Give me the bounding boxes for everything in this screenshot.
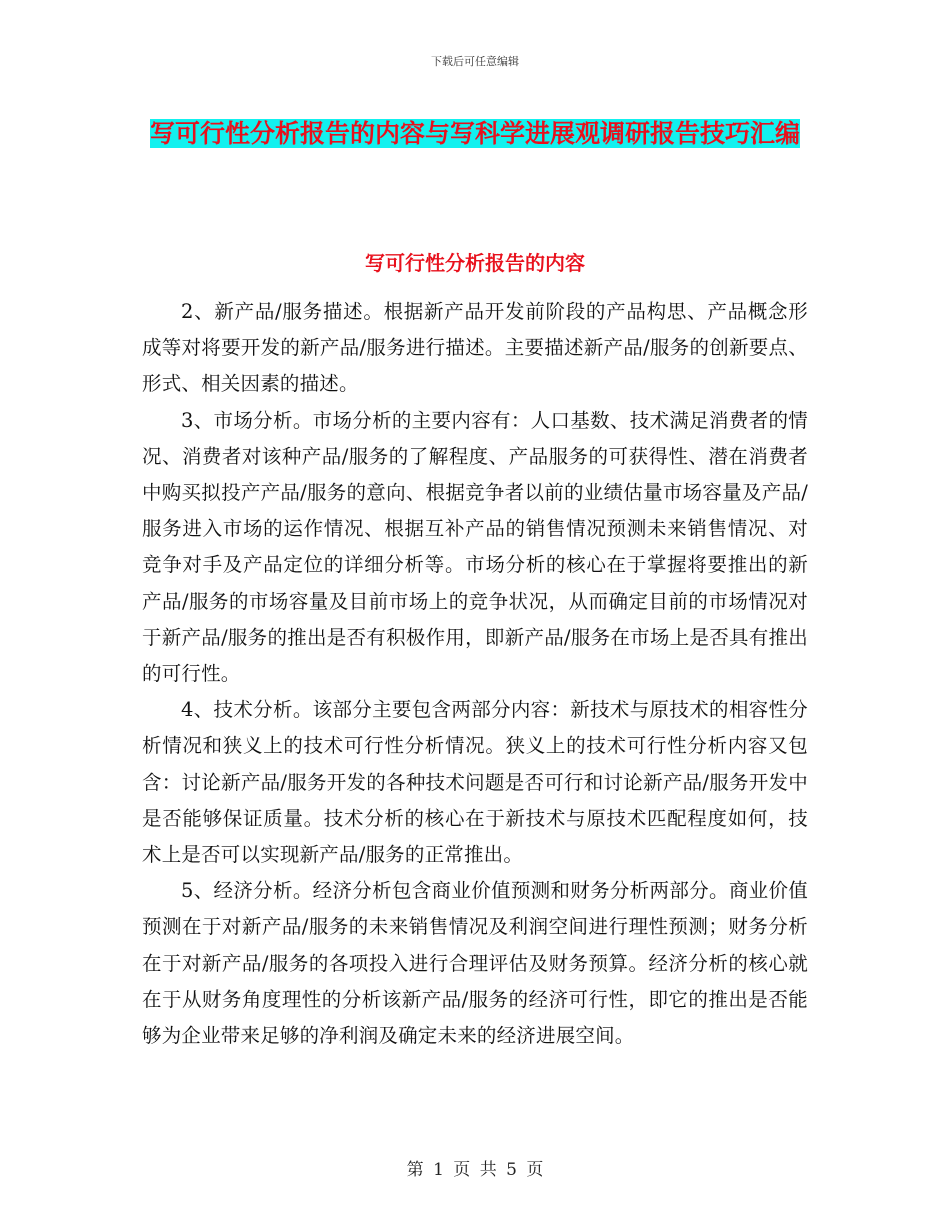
title-highlight: 写可行性分析报告的内容与写科学进展观调研报告技巧汇编 bbox=[149, 119, 800, 148]
header-note: 下载后可任意编辑 bbox=[431, 55, 519, 68]
paragraph: 5、经济分析。经济分析包含商业价值预测和财务分析两部分。商业价值预测在于对新产品/服务的未来销售情况及利润空间进行理性预测；财务分析在于对新产品/服务的各项投入进行合理评估及财务预算。经济分析的核心就在于从财务角度理性的分析该新产品/服务的经济可行性，即它的推出是否能够为企业带来足够的净利润及确定未来的经济进展空间。 bbox=[142, 879, 808, 1048]
section-heading: 写可行性分析报告的内容 bbox=[365, 251, 585, 275]
paragraph: 3、市场分析。市场分析的主要内容有：人口基数、技术满足消费者的情况、消费者对该种产品/服务的了解程度、产品服务的可获得性、潜在消费者中购买拟投产产品/服务的意向、根据竞争者以前的业绩估量市场容量及产品/服务进入市场的运作情况、根据互补产品的销售情况预测未来销售情况、对竞争对手及产品定位的详细分析等。市场分析的核心在于掌握将要推出的新产品/服务的市场容量及目前市场上的竞争状况，从而确定目前的市场情况对于新产品/服务的推出是否有积极作用，即新产品/服务在市场上是否具有推出的可行性。 bbox=[142, 408, 808, 686]
paragraph: 4、技术分析。该部分主要包含两部分内容：新技术与原技术的相容性分析情况和狭义上的技术可行性分析情况。狭义上的技术可行性分析内容又包含：讨论新产品/服务开发的各种技术问题是否可行和讨论新产品/服务开发中是否能够保证质量。技术分析的核心在于新技术与原技术匹配程度如何，技术上是否可以实现新产品/服务的正常推出。 bbox=[142, 698, 808, 867]
body-text bbox=[142, 294, 808, 1054]
page-number-footer: 第 1 页 共 5 页 bbox=[406, 1160, 544, 1180]
document-title bbox=[140, 109, 810, 159]
paragraph: 2、新产品/服务描述。根据新产品开发前阶段的产品构思、产品概念形成等对将要开发的新产品/服务进行描述。主要描述新产品/服务的创新要点、形式、相关因素的描述。 bbox=[142, 300, 808, 396]
